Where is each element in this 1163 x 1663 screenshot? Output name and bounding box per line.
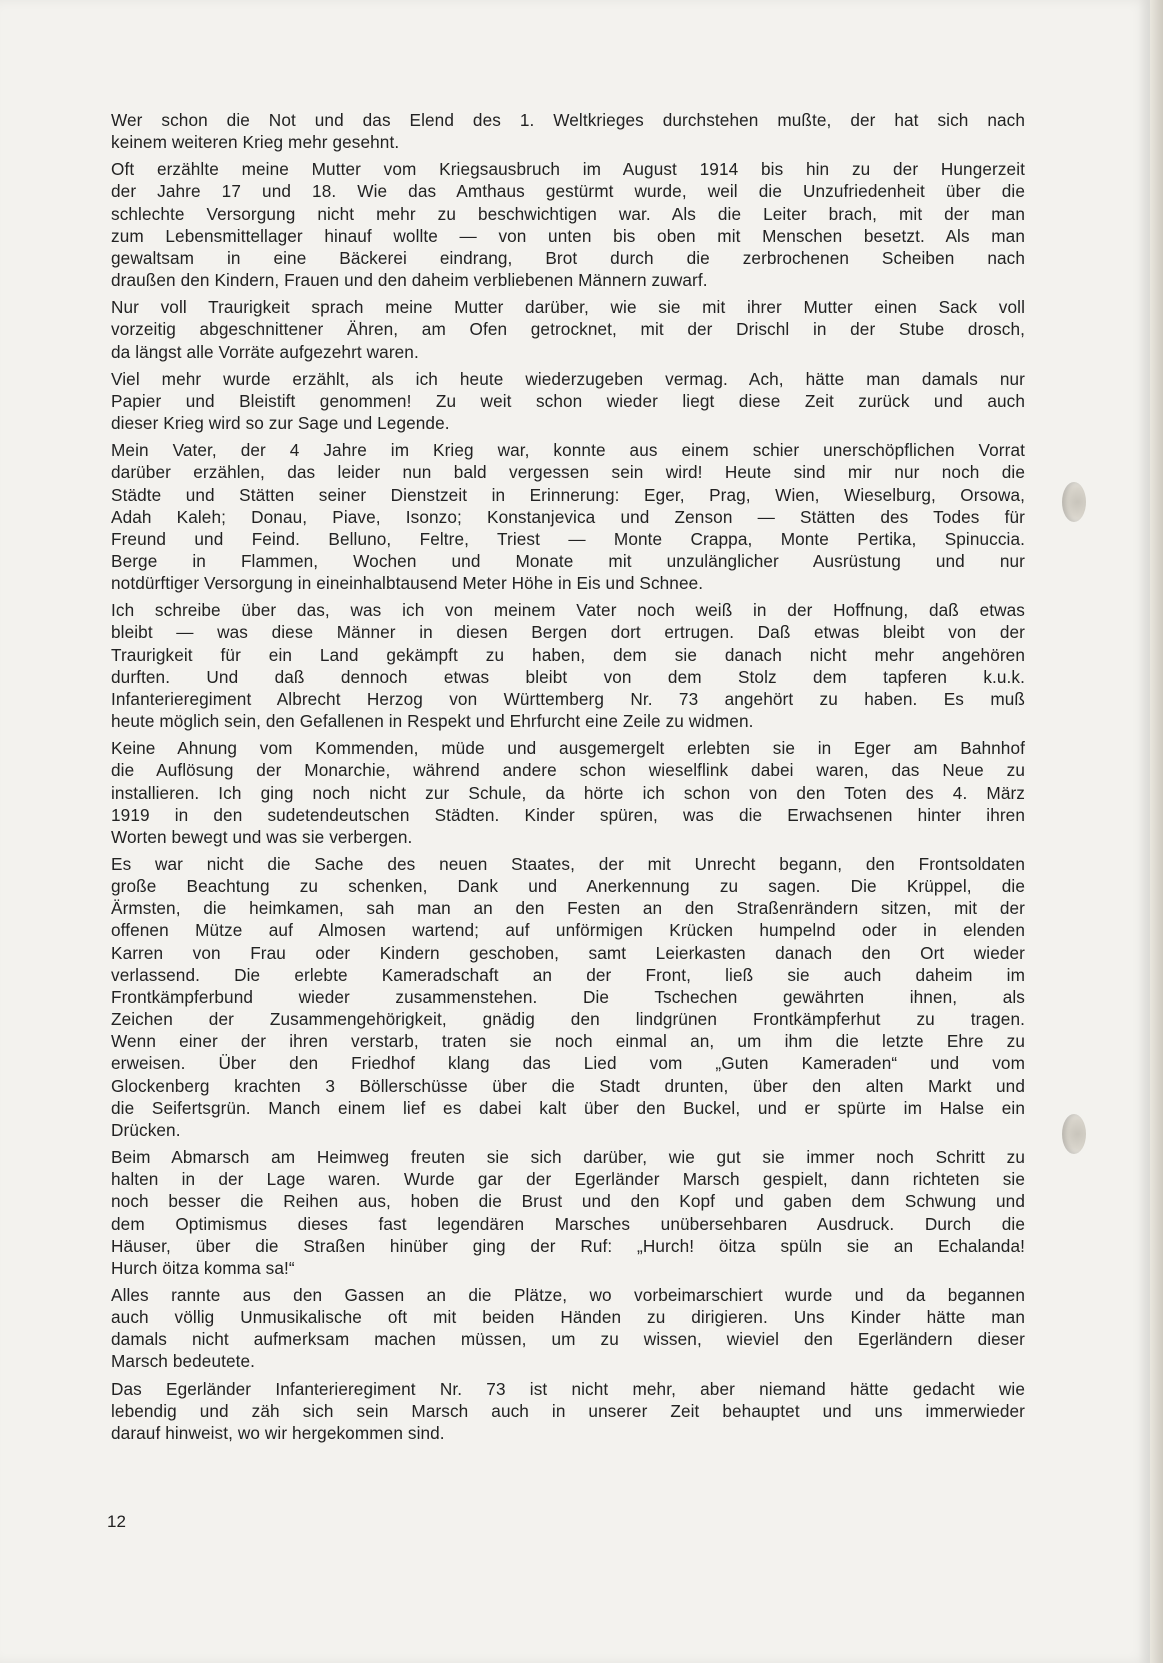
text-line: notdürftiger Versorgung in eineinhalbtausend Meter Höhe in Eis und Schnee. — [111, 573, 704, 594]
text-line: Städte und Stätten seiner Dienstzeit in Erinnerung: Eger, Prag, Wien, Wieselburg, Orsowa, — [111, 484, 1025, 505]
text-line: Oft erzählte meine Mutter vom Kriegsausbruch im August 1914 bis hin zu der Hungerzeit — [111, 159, 1025, 180]
text-line: Beim Abmarsch am Heimweg freuten sie sich darüber, wie gut sie immer noch Schritt zu — [111, 1147, 1025, 1168]
text-line: Viel mehr wurde erzählt, als ich heute wiederzugeben vermag. Ach, hätte man damals nur — [111, 368, 1025, 389]
paragraph — [111, 1146, 1025, 1279]
text-line: offenen Mütze auf Almosen wartend; auf unförmigen Krücken humpelnd oder in elenden — [111, 920, 1025, 941]
text-line: die Auflösung der Monarchie, während andere schon wieselflink dabei waren, das Neue zu — [111, 760, 1025, 781]
text-line: Zeichen der Zusammengehörigkeit, gnädig den lindgrünen Frontkämpferhut zu tragen. — [111, 1009, 1025, 1030]
text-line: Worten bewegt und was sie verbergen. — [111, 826, 413, 847]
page-right-edge — [1150, 0, 1163, 1663]
text-line: lebendig und zäh sich sein Marsch auch in unserer Zeit behauptet und uns immerwieder — [111, 1400, 1025, 1421]
text-line: der Jahre 17 und 18. Wie das Amthaus gestürmt wurde, weil die Unzufriedenheit über die — [111, 181, 1025, 202]
text-line: Häuser, über die Straßen hinüber ging der Ruf: „Hurch! öitza spüln sie an Echalanda! — [111, 1235, 1025, 1256]
text-line: Drücken. — [111, 1119, 181, 1140]
text-line: darauf hinweist, wo wir hergekommen sind. — [111, 1422, 445, 1443]
text-line: auch völlig Unmusikalische oft mit beiden Händen zu dirigieren. Uns Kinder hätte man — [111, 1307, 1025, 1328]
text-line: Glockenberg krachten 3 Böllerschüsse über die Stadt drunten, über den alten Markt und — [111, 1075, 1025, 1096]
paragraph — [111, 109, 1025, 153]
body-text — [111, 109, 1025, 1444]
text-line: Traurigkeit für ein Land gekämpft zu haben, dem sie danach nicht mehr angehören — [111, 644, 1025, 665]
text-line: verlassend. Die erlebte Kameradschaft an der Front, ließ sie auch daheim im — [111, 964, 1025, 985]
text-line: vorzeitig abgeschnittener Ähren, am Ofen getrocknet, mit der Drischl in der Stube drosch, — [111, 319, 1025, 340]
text-line: Papier und Bleistift genommen! Zu weit schon wieder liegt diese Zeit zurück und auch — [111, 390, 1025, 411]
text-line: da längst alle Vorräte aufgezehrt waren. — [111, 341, 419, 362]
text-line: erweisen. Über den Friedhof klang das Lied vom „Guten Kameraden“ und vom — [111, 1053, 1025, 1074]
paragraph — [111, 853, 1025, 1141]
text-line: Adah Kaleh; Donau, Piave, Isonzo; Konstanjevica und Zenson — Stätten des Todes für — [111, 506, 1025, 527]
paragraph — [111, 158, 1025, 291]
text-line: gewaltsam in eine Bäckerei eindrang, Brot durch die zerbrochenen Scheiben nach — [111, 247, 1025, 268]
text-line: Infanterieregiment Albrecht Herzog von Württemberg Nr. 73 angehört zu haben. Es muß — [111, 688, 1025, 709]
text-line: Freund und Feind. Belluno, Feltre, Triest — Monte Crappa, Monte Pertika, Spinuccia. — [111, 528, 1025, 549]
text-line: dieser Krieg wird so zur Sage und Legende. — [111, 413, 450, 434]
text-line: zum Lebensmittellager hinauf wollte — von unten bis oben mit Menschen besetzt. Als man — [111, 225, 1025, 246]
text-line: 1919 in den sudetendeutschen Städten. Kinder spüren, was die Erwachsenen hinter ihren — [111, 804, 1025, 825]
page-number: 12 — [107, 1512, 126, 1531]
paragraph — [111, 737, 1025, 848]
paragraph — [111, 1284, 1025, 1373]
text-line: Frontkämpferbund wieder zusammenstehen. Die Tschechen gewährten ihnen, als — [111, 986, 1025, 1007]
text-line: heute möglich sein, den Gefallenen in Respekt und Ehrfurcht eine Zeile zu widmen. — [111, 711, 754, 732]
text-line: Es war nicht die Sache des neuen Staates, der mit Unrecht begann, den Frontsoldaten — [111, 854, 1025, 874]
text-line: die Seifertsgrün. Manch einem lief es dabei kalt über den Buckel, und er spürte im Halse ein — [111, 1097, 1025, 1118]
text-line: Nur voll Traurigkeit sprach meine Mutter darüber, wie sie mit ihrer Mutter einen Sack voll — [111, 297, 1025, 318]
text-line: Keine Ahnung vom Kommenden, müde und ausgemergelt erlebten sie in Eger am Bahnhof — [111, 738, 1025, 759]
punch-hole — [1062, 482, 1086, 522]
text-line: dem Optimismus dieses fast legendären Marsches unübersehbaren Ausdruck. Durch die — [111, 1213, 1025, 1234]
punch-hole — [1062, 1114, 1086, 1154]
text-line: noch besser die Reihen aus, hoben die Brust und den Kopf und gaben dem Schwung und — [111, 1191, 1025, 1212]
text-line: Das Egerländer Infanterieregiment Nr. 73 ist nicht mehr, aber niemand hätte gedacht wie — [111, 1378, 1025, 1399]
paragraph — [111, 599, 1025, 732]
text-line: bleibt — was diese Männer in diesen Bergen dort ertrugen. Daß etwas bleibt von der — [111, 622, 1025, 643]
text-line: Alles rannte aus den Gassen an die Plätze, wo vorbeimarschiert wurde und da begannen — [111, 1284, 1025, 1305]
text-line: große Beachtung zu schenken, Dank und Anerkennung zu sagen. Die Krüppel, die — [111, 876, 1025, 897]
text-line: Karren von Frau oder Kindern geschoben, samt Leierkasten danach den Ort wieder — [111, 942, 1025, 963]
text-line: durften. Und daß dennoch etwas bleibt von dem Stolz dem tapferen k.u.k. — [111, 666, 1025, 687]
paragraph — [111, 439, 1025, 594]
text-line: Berge in Flammen, Wochen und Monate mit unzulänglicher Ausrüstung und nur — [111, 550, 1025, 571]
text-line: Mein Vater, der 4 Jahre im Krieg war, konnte aus einem schier unerschöpflichen Vorrat — [111, 440, 1025, 461]
text-line: Hurch öitza komma sa!“ — [111, 1257, 295, 1278]
text-line: keinem weiteren Krieg mehr gesehnt. — [111, 132, 400, 153]
text-line: Wenn einer der ihren verstarb, traten sie noch einmal an, um ihm die letzte Ehre zu — [111, 1031, 1025, 1052]
text-line: darüber erzählen, das leider nun bald vergessen sein wird! Heute sind mir nur noch die — [111, 462, 1025, 483]
paragraph — [111, 296, 1025, 362]
paragraph — [111, 1378, 1025, 1444]
text-line: schlechte Versorgung nicht mehr zu beschwichtigen war. Als die Leiter brach, mit der man — [111, 203, 1025, 224]
text-line: Ich schreibe über das, was ich von meinem Vater noch weiß in der Hoffnung, daß etwas — [111, 600, 1025, 621]
text-line: damals nicht aufmerksam machen müssen, um zu wissen, wieviel den Egerländern dieser — [111, 1329, 1025, 1350]
text-line: installieren. Ich ging noch nicht zur Schule, da hörte ich schon von den Toten des 4. März — [111, 782, 1025, 803]
paragraph — [111, 368, 1025, 434]
text-line: halten in der Lage waren. Wurde gar der Egerländer Marsch gespielt, dann richteten sie — [111, 1169, 1025, 1190]
text-line: Marsch bedeutete. — [111, 1351, 256, 1372]
text-line: draußen den Kindern, Frauen und den daheim verbliebenen Männern zuwarf. — [111, 270, 708, 291]
text-line: Wer schon die Not und das Elend des 1. Weltkrieges durchstehen mußte, der hat sich nach — [111, 110, 1025, 130]
page-edge-shadow — [1138, 0, 1150, 1663]
text-line: Ärmsten, die heimkamen, sah man an den Festen an den Straßenrändern sitzen, mit der — [111, 898, 1025, 919]
